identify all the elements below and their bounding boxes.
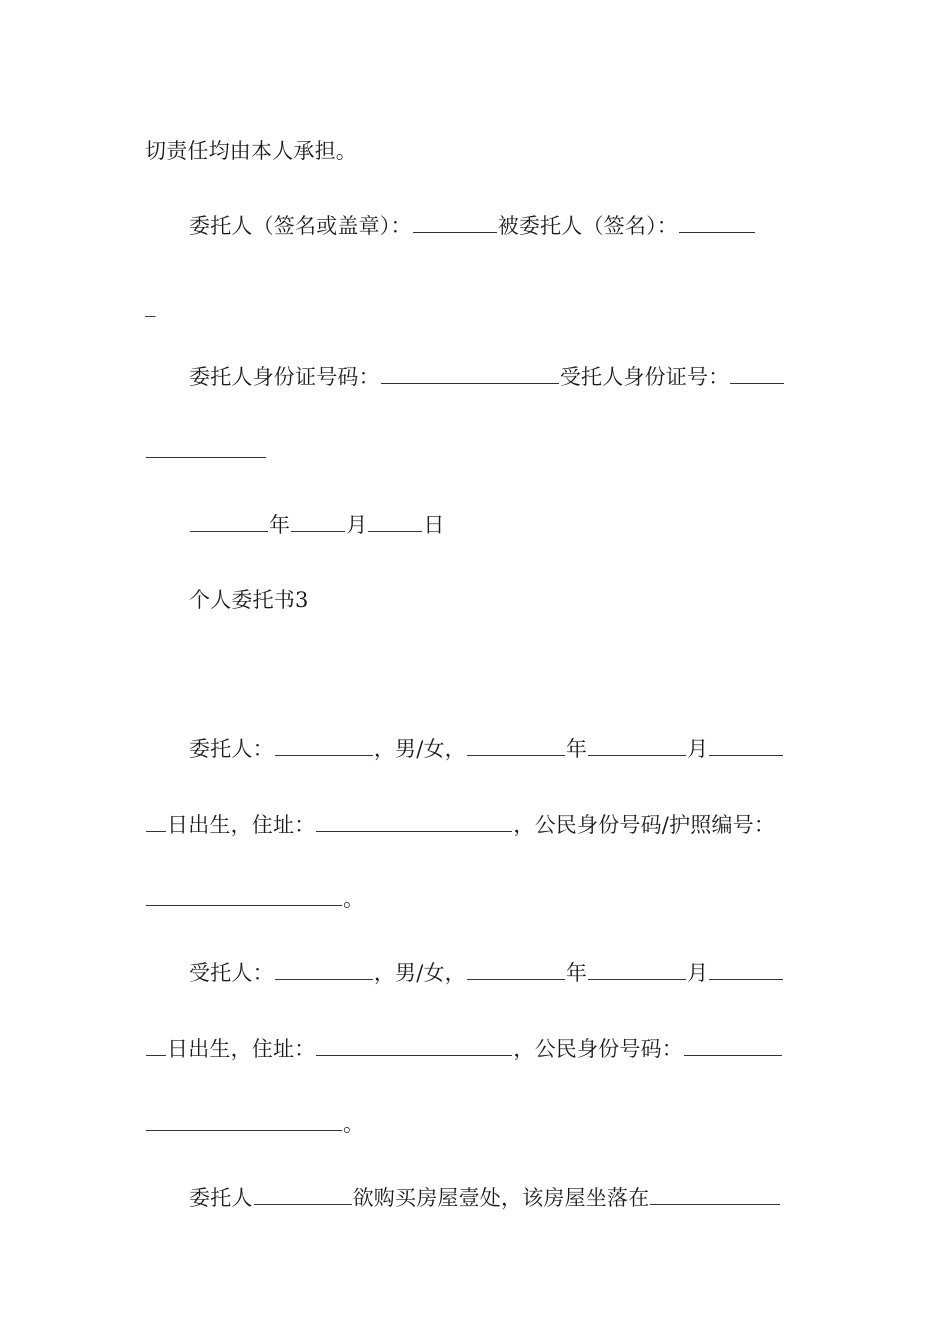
agent-month-label: 月: [687, 961, 709, 985]
month-blank: [291, 513, 345, 532]
signature-line: [189, 211, 810, 241]
principal-end: 。: [343, 887, 365, 911]
principal-id-blank: [146, 887, 342, 906]
agent-line-2: [145, 1034, 810, 1064]
principal-year-blank: [467, 737, 565, 756]
agent-month-blank: [588, 961, 686, 980]
section-title: [189, 585, 810, 615]
year-label: 年: [269, 513, 291, 537]
principal-id-label: 委托人身份证号码：: [189, 365, 380, 389]
agent-year-label: 年: [565, 961, 588, 985]
agent-id-blank: [730, 365, 784, 384]
agent-signature-label: 被委托人（签名）：: [497, 214, 679, 238]
principal-month-blank: [588, 737, 686, 756]
agent-name-blank: [275, 961, 373, 980]
agent-id-label: 受托人身份证号：: [559, 365, 730, 389]
principal-signature-blank: [413, 214, 497, 233]
agent-line-3: [145, 1109, 810, 1139]
principal-line-1: [189, 734, 810, 764]
agent-line-1: [189, 958, 810, 988]
principal-day-blank-continued: [146, 813, 166, 832]
date-line: [189, 510, 810, 540]
month-label: 月: [346, 513, 368, 537]
agent-day-blank: [709, 961, 783, 980]
principal-gender: ，男/女，: [373, 737, 466, 761]
signature-tail-line: [145, 290, 810, 320]
agent-end: 。: [343, 1112, 365, 1136]
agent-year-blank: [467, 961, 565, 980]
purchase-location-blank: [650, 1186, 780, 1205]
agent-id-label: ，公民身份号码：: [513, 1037, 684, 1061]
purchase-middle: 欲购买房屋壹处，该房屋坐落在: [352, 1186, 650, 1210]
purchase-name-blank: [254, 1186, 352, 1205]
principal-birth-address: 日出生，住址：: [167, 813, 316, 837]
principal-line-3: [145, 884, 810, 914]
purchase-line: [189, 1183, 810, 1213]
day-label: 日: [423, 513, 445, 537]
responsibility-line: [145, 136, 810, 166]
section-title-text: 个人委托书3: [189, 588, 309, 612]
principal-day-blank: [709, 737, 783, 756]
agent-id-blank-continued: [146, 1112, 342, 1131]
purchase-prefix: 委托人: [189, 1186, 253, 1210]
agent-address-blank: [316, 1037, 512, 1056]
signature-tail-mark: _: [145, 293, 156, 317]
year-blank: [190, 513, 268, 532]
agent-gender: ，男/女，: [373, 961, 466, 985]
agent-birth-address: 日出生，住址：: [167, 1037, 316, 1061]
principal-year-label: 年: [565, 737, 588, 761]
responsibility-text: 切责任均由本人承担。: [145, 139, 357, 163]
principal-name-blank: [275, 737, 373, 756]
id-tail-line: [145, 436, 810, 466]
day-blank: [368, 513, 422, 532]
agent-day-blank-continued: [146, 1037, 166, 1056]
agent-label: 受托人：: [189, 961, 274, 985]
principal-signature-label: 委托人（签名或盖章）：: [189, 214, 412, 238]
principal-address-blank: [316, 813, 512, 832]
agent-signature-blank: [679, 214, 755, 233]
principal-label: 委托人：: [189, 737, 274, 761]
agent-id-blank-continued: [146, 439, 266, 458]
principal-month-label: 月: [687, 737, 709, 761]
agent-id-blank: [684, 1037, 782, 1056]
id-number-line: [189, 362, 810, 392]
principal-id-label: ，公民身份号码/护照编号：: [513, 813, 776, 837]
principal-id-blank: [381, 365, 559, 384]
principal-line-2: [145, 810, 810, 840]
